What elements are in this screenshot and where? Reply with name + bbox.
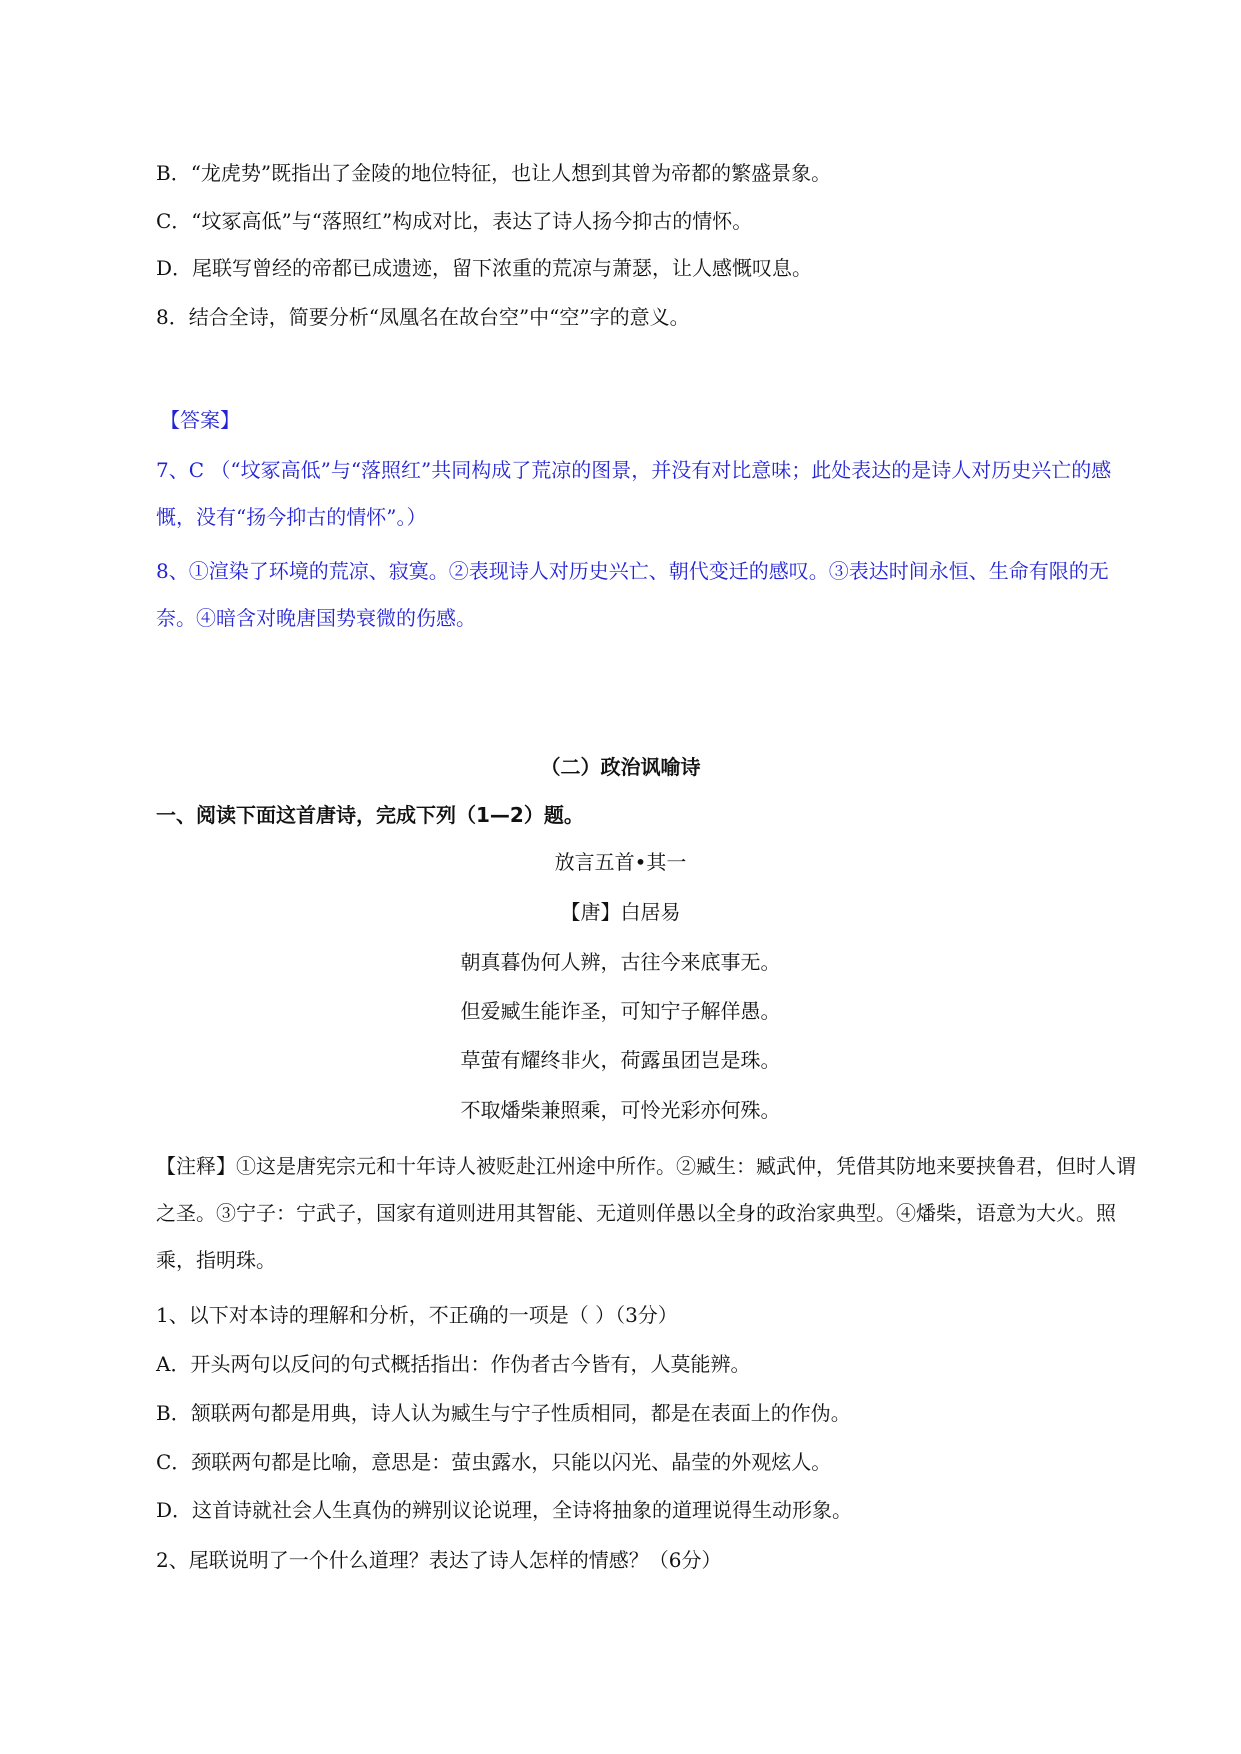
poem-title: 放言五首•其一 [554, 850, 687, 874]
question-2: 2、尾联说明了一个什么道理？表达了诗人怎样的情感？（6分） [156, 1548, 722, 1572]
answer-8 [156, 548, 1146, 642]
q7-option-c: C．“坟冢高低”与“落照红”构成对比，表达了诗人扬今抑古的情怀。 [156, 209, 753, 233]
q1-option-a: A．开头两句以反问的句式概括指出：作伪者古今皆有，人莫能辨。 [156, 1352, 751, 1376]
poem-notes [156, 1143, 1146, 1284]
poem-line: 朝真暮伪何人辨，古往今来底事无。 [460, 950, 781, 974]
q1-option-c: C．颈联两句都是比喻，意思是：萤虫露水，只能以闪光、晶莹的外观炫人。 [156, 1450, 832, 1474]
answer-7 [156, 447, 1146, 541]
answer-8-text: 8、①渲染了环境的荒凉、寂寞。②表现诗人对历史兴亡、朝代变迁的感叹。③表达时间永恒、生命有限的无奈。④暗含对晚唐国势衰微的伤感。 [156, 559, 1109, 630]
q7-option-b: B．“龙虎势”既指出了金陵的地位特征，也让人想到其曾为帝都的繁盛景象。 [156, 161, 832, 185]
answer-heading: 【答案】 [160, 408, 240, 432]
question-1-stem: 1、以下对本诗的理解和分析，不正确的一项是（ ）（3分） [156, 1303, 678, 1327]
q7-option-d: D．尾联写曾经的帝都已成遗迹，留下浓重的荒凉与萧瑟，让人感慨叹息。 [156, 256, 813, 280]
poem-author: 【唐】白居易 [560, 900, 681, 924]
answer-7-text: 7、C （“坟冢高低”与“落照红”共同构成了荒凉的图景，并没有对比意味；此处表达的是诗人对历史兴亡的感慨，没有“扬今抑古的情怀”。） [156, 458, 1112, 529]
poem-line: 草萤有耀终非火，荷露虽团岂是珠。 [460, 1048, 781, 1072]
poem-line: 但爱臧生能诈圣，可知宁子解佯愚。 [460, 999, 781, 1023]
question-8: 8．结合全诗，简要分析“凤凰名在故台空”中“空”字的意义。 [156, 305, 690, 329]
poem-notes-text: 【注释】①这是唐宪宗元和十年诗人被贬赴江州途中所作。②臧生：臧武仲，凭借其防地来要挟鲁君，但时人谓之圣。③宁子：宁武子，国家有道则进用其智能、无道则佯愚以全身的政治家典型。④燔柴，语意为大火。照乘，指明珠。 [156, 1154, 1136, 1272]
section-instruction: 一、阅读下面这首唐诗，完成下列（1—2）题。 [156, 803, 584, 827]
q1-option-b: B．颔联两句都是用典，诗人认为臧生与宁子性质相同，都是在表面上的作伪。 [156, 1401, 851, 1425]
poem-line: 不取燔柴兼照乘，可怜光彩亦何殊。 [460, 1098, 781, 1122]
q1-option-d: D．这首诗就社会人生真伪的辨别议论说理，全诗将抽象的道理说得生动形象。 [156, 1498, 853, 1522]
section-title: （二）政治讽喻诗 [540, 755, 701, 779]
